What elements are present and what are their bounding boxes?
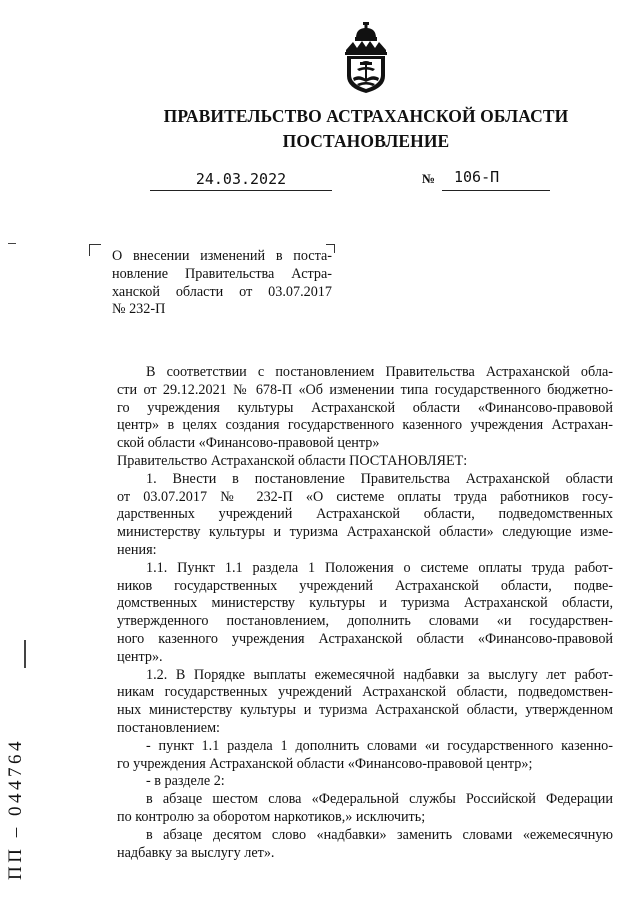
- organization-title: ПРАВИТЕЛЬСТВО АСТРАХАНСКОЙ ОБЛАСТИ: [163, 106, 569, 126]
- body-line: надбавку за выслугу лет».: [117, 844, 275, 861]
- body-line: в абзаце шестом слова «Федеральной службы Российской Федерации: [146, 791, 613, 808]
- body-line: ных министерству культуры и туризма Астраханской области, утвержденном: [117, 702, 613, 719]
- date-underline: [150, 190, 332, 191]
- body-line: по контролю за оборотом наркотиков,» исключить;: [117, 808, 426, 825]
- body-line: - пункт 1.1 раздела 1 дополнить словами «и государственного казенно-: [146, 737, 613, 754]
- document-date: 24.03.2022: [195, 170, 287, 188]
- body-line: В соответствии с постановлением Правительства Астраханской обла-: [146, 364, 613, 380]
- body-line: го учреждения Астраханской области «Финансово-правовой центр»;: [117, 755, 533, 772]
- body-line: дарственных учреждений Астраханской области, подведомственных: [117, 506, 613, 523]
- body-line: го учреждения культуры Астраханской области «Финансово-правовой: [117, 399, 613, 416]
- subject-line: № 232-П: [112, 301, 166, 318]
- body-line: министерству культуры и туризма Астраханской области» следующие изме-: [117, 524, 613, 541]
- document-number: 106-П: [454, 168, 500, 186]
- body-line: центр» в целях создания государственного казенного учреждения Астрахан-: [117, 417, 613, 434]
- subject-line: ханской области от 03.07.2017: [112, 283, 332, 300]
- margin-mark: [8, 243, 16, 244]
- subject-line: О внесении изменений в поста-: [112, 248, 332, 264]
- body-line: в абзаце десятом слово «надбавки» заменить словами «ежемесячную: [146, 826, 613, 843]
- body-line: утвержденного постановлением, дополнить словами «и государствен-: [117, 613, 613, 630]
- number-underline: [442, 190, 550, 191]
- body-line: Правительство Астраханской области ПОСТАНОВЛЯЕТ:: [117, 452, 468, 469]
- subject-line: новление Правительства Астра-: [112, 265, 332, 282]
- body-line: нения:: [117, 541, 157, 558]
- body-line: ской области «Финансово-правовой центр»: [117, 435, 380, 452]
- astrakhan-coat-of-arms-icon: [343, 22, 389, 94]
- margin-bar: [24, 640, 26, 668]
- body-line: ников государственных учреждений Астраханской области, подве-: [117, 577, 613, 594]
- body-line: 1.2. В Порядке выплаты ежемесячной надбавки за выслугу лет работ-: [146, 666, 613, 683]
- number-sign: №: [422, 171, 436, 186]
- body-line: сти от 29.12.2021 № 678-П «Об изменении типа государственного бюджетно-: [117, 381, 613, 398]
- body-line: 1. Внести в постановление Правительства Астраханской области: [146, 470, 613, 487]
- form-serial-number: ПП – 044764: [5, 738, 26, 880]
- document-subject: [112, 248, 332, 319]
- body-line: ного казенного учреждения Астраханской области «Финансово-правовой: [117, 630, 613, 647]
- body-line: постановлением:: [117, 719, 220, 736]
- body-line: от 03.07.2017 № 232-П «О системе оплаты труда работников госу-: [117, 488, 613, 505]
- body-line: никам государственных учреждений Астраханской области, подведомствен-: [117, 684, 613, 701]
- body-line: домственных министерству культуры и туризма Астраханской области,: [117, 595, 613, 612]
- document-type-title: ПОСТАНОВЛЕНИЕ: [282, 131, 450, 151]
- document-body: [117, 364, 613, 862]
- body-line: - в разделе 2:: [146, 773, 225, 790]
- body-line: центр».: [117, 648, 163, 665]
- subject-corner-left: [89, 244, 101, 256]
- body-line: 1.1. Пункт 1.1 раздела 1 Положения о системе оплаты труда работ-: [146, 559, 613, 576]
